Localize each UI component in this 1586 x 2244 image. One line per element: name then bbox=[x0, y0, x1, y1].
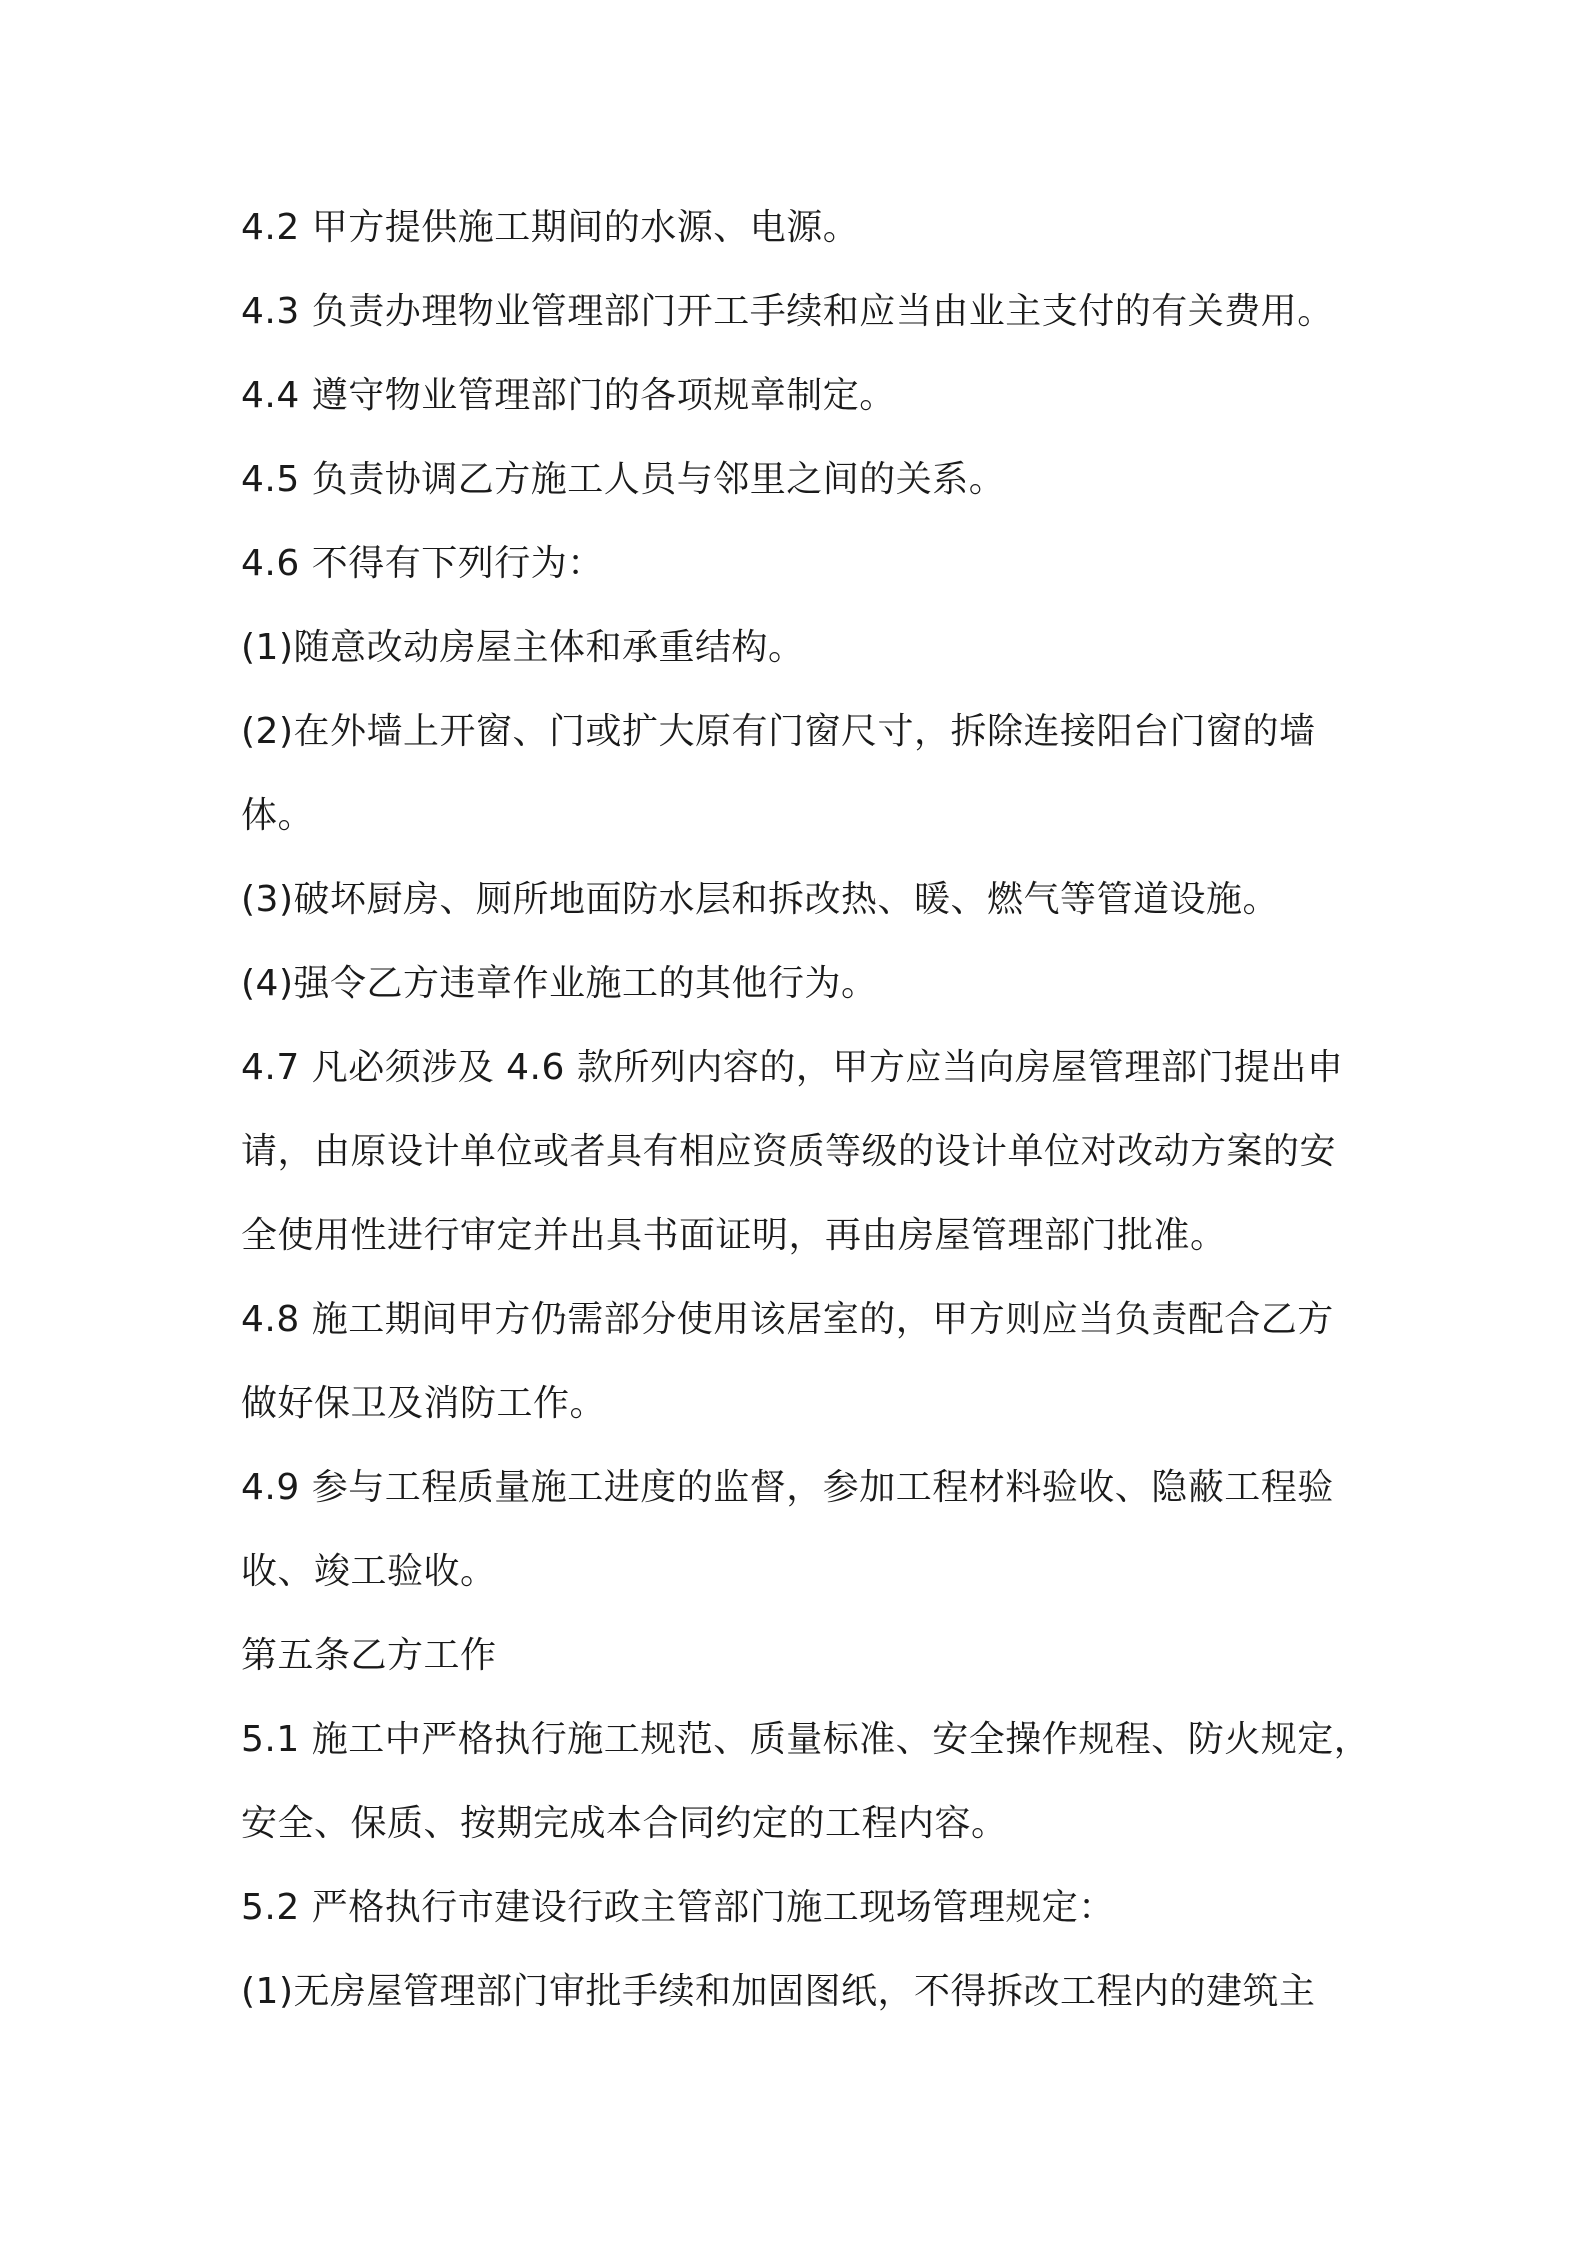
clause-4-7-cont-2: 全使用性进行审定并出具书面证明，再由房屋管理部门批准。 bbox=[241, 1215, 1227, 1256]
clause-4-7-cont-1: 请，由原设计单位或者具有相应资质等级的设计单位对改动方案的安 bbox=[241, 1131, 1337, 1172]
clause-4-6-item-1: (1)随意改动房屋主体和承重结构。 bbox=[241, 627, 805, 668]
clause-4-8: 4.8 施工期间甲方仍需部分使用该居室的，甲方则应当负责配合乙方 bbox=[241, 1299, 1334, 1340]
clause-4-9: 4.9 参与工程质量施工进度的监督，参加工程材料验收、隐蔽工程验 bbox=[241, 1467, 1334, 1508]
clause-4-6: 4.6 不得有下列行为： bbox=[241, 543, 604, 584]
clause-5-1: 5.1 施工中严格执行施工规范、质量标准、安全操作规程、防火规定， bbox=[241, 1719, 1371, 1760]
clause-4-6-item-4: (4)强令乙方违章作业施工的其他行为。 bbox=[241, 963, 878, 1004]
clause-4-9-cont: 收、竣工验收。 bbox=[241, 1551, 497, 1592]
clause-4-8-cont: 做好保卫及消防工作。 bbox=[241, 1383, 607, 1424]
clause-4-6-item-3: (3)破坏厨房、厕所地面防水层和拆改热、暖、燃气等管道设施。 bbox=[241, 879, 1279, 920]
clause-4-5: 4.5 负责协调乙方施工人员与邻里之间的关系。 bbox=[241, 459, 1006, 500]
clause-5-1-cont: 安全、保质、按期完成本合同约定的工程内容。 bbox=[241, 1803, 1008, 1844]
document-body bbox=[241, 186, 1371, 2034]
clause-4-3: 4.3 负责办理物业管理部门开工手续和应当由业主支付的有关费用。 bbox=[241, 291, 1334, 332]
clause-4-6-item-2: (2)在外墙上开窗、门或扩大原有门窗尺寸，拆除连接阳台门窗的墙 bbox=[241, 711, 1316, 752]
clause-4-7: 4.7 凡必须涉及 4.6 款所列内容的，甲方应当向房屋管理部门提出申 bbox=[241, 1047, 1344, 1088]
clause-5-2: 5.2 严格执行市建设行政主管部门施工现场管理规定： bbox=[241, 1887, 1115, 1928]
clause-5-2-item-1: (1)无房屋管理部门审批手续和加固图纸，不得拆改工程内的建筑主 bbox=[241, 1971, 1316, 2012]
clause-4-4: 4.4 遵守物业管理部门的各项规章制定。 bbox=[241, 375, 896, 416]
clause-4-2: 4.2 甲方提供施工期间的水源、电源。 bbox=[241, 207, 860, 248]
section-heading-article-5: 第五条乙方工作 bbox=[241, 1635, 497, 1676]
clause-4-6-item-2-cont: 体。 bbox=[241, 795, 315, 836]
